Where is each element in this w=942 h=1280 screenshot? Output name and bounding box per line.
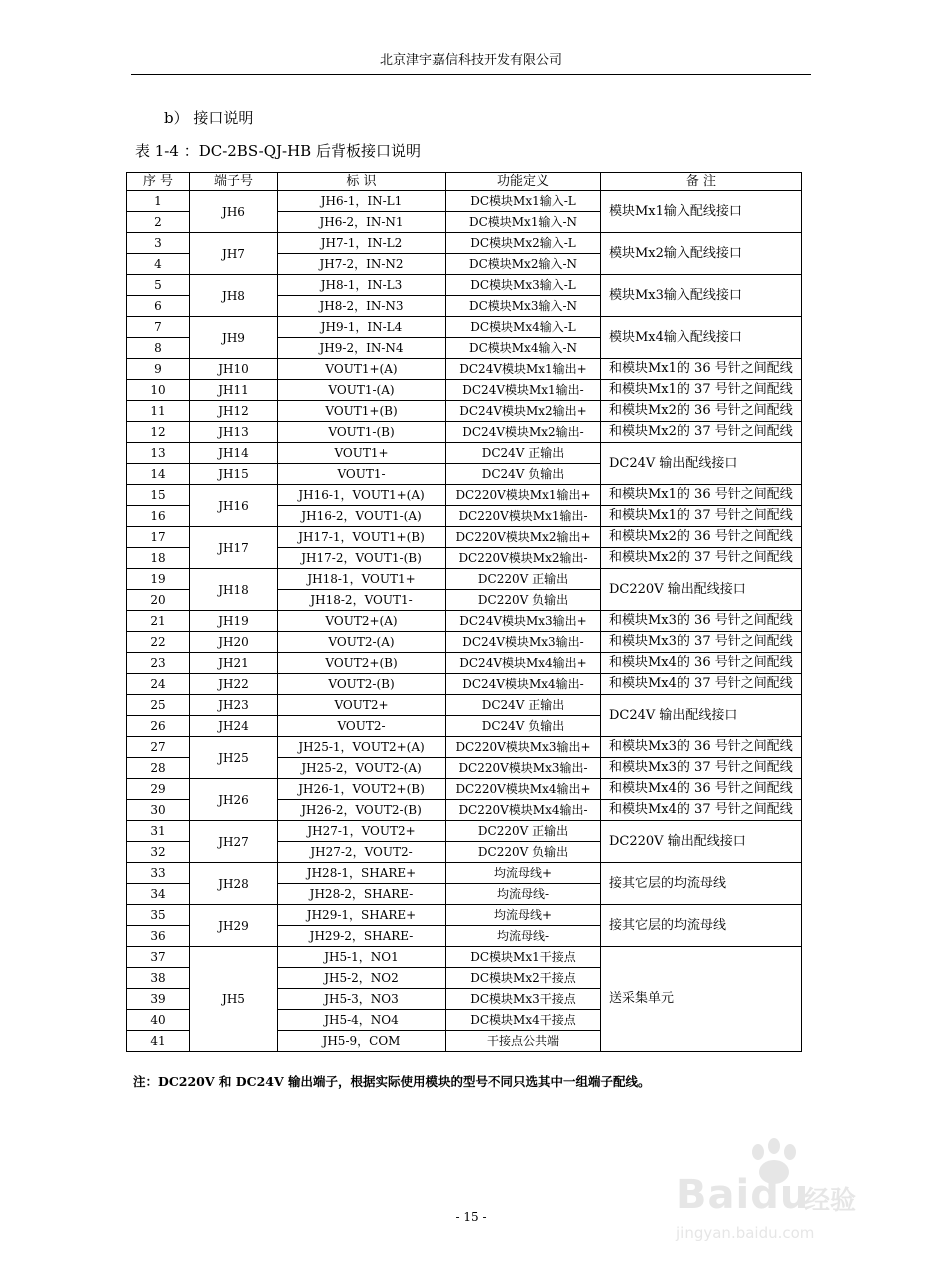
terminal-cell: JH29 (190, 905, 278, 947)
function-cell: DC模块Mx4输入-N (446, 338, 601, 359)
table-header-row (127, 173, 802, 191)
table-row (127, 485, 802, 506)
note-cell: 和模块Mx2的 37 号针之间配线 (601, 422, 802, 443)
terminal-cell: JH14 (190, 443, 278, 464)
table-row (127, 947, 802, 968)
page-header: 北京津宇嘉信科技开发有限公司 (131, 50, 811, 75)
table-row (127, 401, 802, 422)
function-cell: DC模块Mx3输入-N (446, 296, 601, 317)
row-number-cell: 24 (127, 674, 190, 695)
terminal-cell: JH19 (190, 611, 278, 632)
identifier-cell: VOUT2+(A) (278, 611, 446, 632)
terminal-cell: JH11 (190, 380, 278, 401)
identifier-cell: JH18-2，VOUT1- (278, 590, 446, 611)
identifier-cell: JH6-2，IN-N1 (278, 212, 446, 233)
row-number-cell: 13 (127, 443, 190, 464)
function-cell: DC24V模块Mx2输出+ (446, 401, 601, 422)
footnote: 注：DC220V 和 DC24V 输出端子，根据实际使用模块的型号不同只选其中一组端子配线。 (133, 1074, 651, 1089)
table-row (127, 317, 802, 338)
function-cell: DC220V模块Mx2输出+ (446, 527, 601, 548)
function-cell: DC220V模块Mx4输出- (446, 800, 601, 821)
row-number-cell: 9 (127, 359, 190, 380)
identifier-cell: JH5-4，NO4 (278, 1010, 446, 1031)
note-cell: 和模块Mx3的 37 号针之间配线 (601, 758, 802, 779)
identifier-cell: VOUT1-(B) (278, 422, 446, 443)
identifier-cell: VOUT1+(A) (278, 359, 446, 380)
terminal-cell: JH22 (190, 674, 278, 695)
col-header-note: 备 注 (601, 173, 802, 191)
row-number-cell: 40 (127, 1010, 190, 1031)
row-number-cell: 20 (127, 590, 190, 611)
table-row (127, 653, 802, 674)
terminal-cell: JH28 (190, 863, 278, 905)
terminal-cell: JH5 (190, 947, 278, 1052)
table-row (127, 674, 802, 695)
terminal-cell: JH18 (190, 569, 278, 611)
note-cell: DC24V 输出配线接口 (601, 443, 802, 485)
row-number-cell: 8 (127, 338, 190, 359)
table-row (127, 737, 802, 758)
terminal-cell: JH6 (190, 191, 278, 233)
identifier-cell: JH5-2，NO2 (278, 968, 446, 989)
terminal-cell: JH23 (190, 695, 278, 716)
function-cell: DC220V模块Mx3输出+ (446, 737, 601, 758)
table-row (127, 233, 802, 254)
function-cell: DC模块Mx2干接点 (446, 968, 601, 989)
note-cell: 和模块Mx1的 37 号针之间配线 (601, 380, 802, 401)
interface-table (126, 172, 802, 1052)
function-cell: DC220V模块Mx1输出- (446, 506, 601, 527)
function-cell: DC24V模块Mx4输出+ (446, 653, 601, 674)
table-row (127, 359, 802, 380)
terminal-cell: JH13 (190, 422, 278, 443)
row-number-cell: 14 (127, 464, 190, 485)
row-number-cell: 19 (127, 569, 190, 590)
function-cell: DC24V模块Mx1输出+ (446, 359, 601, 380)
note-cell: DC220V 输出配线接口 (601, 569, 802, 611)
row-number-cell: 18 (127, 548, 190, 569)
col-header-terminal: 端子号 (190, 173, 278, 191)
function-cell: 均流母线- (446, 884, 601, 905)
terminal-cell: JH9 (190, 317, 278, 359)
watermark (672, 1138, 887, 1246)
identifier-cell: JH5-1，NO1 (278, 947, 446, 968)
row-number-cell: 31 (127, 821, 190, 842)
identifier-cell: JH8-1，IN-L3 (278, 275, 446, 296)
table-body (127, 191, 802, 1052)
terminal-cell: JH21 (190, 653, 278, 674)
function-cell: DC220V模块Mx1输出+ (446, 485, 601, 506)
row-number-cell: 1 (127, 191, 190, 212)
note-cell: 模块Mx1输入配线接口 (601, 191, 802, 233)
terminal-cell: JH10 (190, 359, 278, 380)
note-cell: 模块Mx3输入配线接口 (601, 275, 802, 317)
note-cell: DC24V 输出配线接口 (601, 695, 802, 737)
identifier-cell: JH7-1，IN-L2 (278, 233, 446, 254)
row-number-cell: 41 (127, 1031, 190, 1052)
watermark-brand: Baidu (676, 1172, 810, 1218)
function-cell: DC模块Mx3输入-L (446, 275, 601, 296)
section-title: b） 接口说明 (164, 109, 254, 127)
identifier-cell: VOUT1+(B) (278, 401, 446, 422)
function-cell: DC模块Mx1输入-N (446, 212, 601, 233)
function-cell: DC220V 正输出 (446, 569, 601, 590)
row-number-cell: 33 (127, 863, 190, 884)
note-cell: 和模块Mx1的 36 号针之间配线 (601, 359, 802, 380)
row-number-cell: 30 (127, 800, 190, 821)
identifier-cell: JH7-2，IN-N2 (278, 254, 446, 275)
note-cell: DC220V 输出配线接口 (601, 821, 802, 863)
function-cell: DC220V 负输出 (446, 590, 601, 611)
identifier-cell: JH27-1，VOUT2+ (278, 821, 446, 842)
function-cell: DC模块Mx4干接点 (446, 1010, 601, 1031)
note-cell: 模块Mx2输入配线接口 (601, 233, 802, 275)
identifier-cell: JH25-1，VOUT2+(A) (278, 737, 446, 758)
row-number-cell: 17 (127, 527, 190, 548)
row-number-cell: 5 (127, 275, 190, 296)
note-cell: 送采集单元 (601, 947, 802, 1052)
note-cell: 和模块Mx3的 36 号针之间配线 (601, 737, 802, 758)
table-row (127, 380, 802, 401)
table-row (127, 422, 802, 443)
row-number-cell: 4 (127, 254, 190, 275)
row-number-cell: 11 (127, 401, 190, 422)
watermark-cn: 经验 (804, 1186, 857, 1216)
note-cell: 和模块Mx4的 37 号针之间配线 (601, 800, 802, 821)
identifier-cell: JH17-2，VOUT1-(B) (278, 548, 446, 569)
identifier-cell: JH16-1，VOUT1+(A) (278, 485, 446, 506)
table-row (127, 905, 802, 926)
row-number-cell: 15 (127, 485, 190, 506)
identifier-cell: JH17-1，VOUT1+(B) (278, 527, 446, 548)
terminal-cell: JH12 (190, 401, 278, 422)
note-cell: 接其它层的均流母线 (601, 863, 802, 905)
identifier-cell: JH28-2，SHARE- (278, 884, 446, 905)
identifier-cell: VOUT1- (278, 464, 446, 485)
table-row (127, 632, 802, 653)
row-number-cell: 26 (127, 716, 190, 737)
identifier-cell: VOUT2- (278, 716, 446, 737)
function-cell: DC模块Mx3干接点 (446, 989, 601, 1010)
row-number-cell: 27 (127, 737, 190, 758)
identifier-cell: JH9-2，IN-N4 (278, 338, 446, 359)
row-number-cell: 3 (127, 233, 190, 254)
function-cell: 均流母线+ (446, 863, 601, 884)
note-cell: 和模块Mx2的 37 号针之间配线 (601, 548, 802, 569)
table-row (127, 611, 802, 632)
identifier-cell: JH5-9，COM (278, 1031, 446, 1052)
row-number-cell: 22 (127, 632, 190, 653)
table-row (127, 443, 802, 464)
terminal-cell: JH8 (190, 275, 278, 317)
function-cell: DC220V 正输出 (446, 821, 601, 842)
table-row (127, 863, 802, 884)
function-cell: DC模块Mx2输入-N (446, 254, 601, 275)
function-cell: DC24V模块Mx3输出- (446, 632, 601, 653)
row-number-cell: 36 (127, 926, 190, 947)
function-cell: DC24V 负输出 (446, 464, 601, 485)
identifier-cell: VOUT1+ (278, 443, 446, 464)
table-row (127, 821, 802, 842)
identifier-cell: VOUT2+(B) (278, 653, 446, 674)
row-number-cell: 34 (127, 884, 190, 905)
watermark-url: jingyan.baidu.com (676, 1224, 815, 1242)
col-header-id: 标 识 (278, 173, 446, 191)
function-cell: 均流母线- (446, 926, 601, 947)
function-cell: DC24V模块Mx1输出- (446, 380, 601, 401)
row-number-cell: 38 (127, 968, 190, 989)
function-cell: DC模块Mx2输入-L (446, 233, 601, 254)
table-row (127, 695, 802, 716)
function-cell: DC24V 负输出 (446, 716, 601, 737)
function-cell: 干接点公共端 (446, 1031, 601, 1052)
table-row (127, 569, 802, 590)
note-cell: 和模块Mx1的 37 号针之间配线 (601, 506, 802, 527)
function-cell: DC模块Mx1输入-L (446, 191, 601, 212)
function-cell: DC模块Mx4输入-L (446, 317, 601, 338)
identifier-cell: JH9-1，IN-L4 (278, 317, 446, 338)
identifier-cell: JH26-1，VOUT2+(B) (278, 779, 446, 800)
identifier-cell: JH18-1，VOUT1+ (278, 569, 446, 590)
terminal-cell: JH25 (190, 737, 278, 779)
row-number-cell: 10 (127, 380, 190, 401)
row-number-cell: 29 (127, 779, 190, 800)
function-cell: DC24V 正输出 (446, 695, 601, 716)
row-number-cell: 37 (127, 947, 190, 968)
identifier-cell: JH16-2，VOUT1-(A) (278, 506, 446, 527)
note-cell: 模块Mx4输入配线接口 (601, 317, 802, 359)
function-cell: DC模块Mx1干接点 (446, 947, 601, 968)
col-header-function: 功能定义 (446, 173, 601, 191)
identifier-cell: JH28-1，SHARE+ (278, 863, 446, 884)
identifier-cell: JH27-2，VOUT2- (278, 842, 446, 863)
row-number-cell: 28 (127, 758, 190, 779)
terminal-cell: JH27 (190, 821, 278, 863)
row-number-cell: 32 (127, 842, 190, 863)
row-number-cell: 2 (127, 212, 190, 233)
row-number-cell: 25 (127, 695, 190, 716)
table-row (127, 779, 802, 800)
row-number-cell: 7 (127, 317, 190, 338)
identifier-cell: JH5-3，NO3 (278, 989, 446, 1010)
note-cell: 接其它层的均流母线 (601, 905, 802, 947)
function-cell: DC220V模块Mx4输出+ (446, 779, 601, 800)
identifier-cell: VOUT2-(A) (278, 632, 446, 653)
row-number-cell: 6 (127, 296, 190, 317)
function-cell: DC24V模块Mx4输出- (446, 674, 601, 695)
row-number-cell: 35 (127, 905, 190, 926)
function-cell: DC24V模块Mx2输出- (446, 422, 601, 443)
identifier-cell: JH25-2，VOUT2-(A) (278, 758, 446, 779)
function-cell: 均流母线+ (446, 905, 601, 926)
terminal-cell: JH20 (190, 632, 278, 653)
function-cell: DC24V模块Mx3输出+ (446, 611, 601, 632)
function-cell: DC220V模块Mx3输出- (446, 758, 601, 779)
note-cell: 和模块Mx4的 36 号针之间配线 (601, 653, 802, 674)
identifier-cell: JH8-2，IN-N3 (278, 296, 446, 317)
note-cell: 和模块Mx3的 37 号针之间配线 (601, 632, 802, 653)
identifier-cell: VOUT1-(A) (278, 380, 446, 401)
row-number-cell: 16 (127, 506, 190, 527)
note-cell: 和模块Mx2的 36 号针之间配线 (601, 401, 802, 422)
col-header-no: 序 号 (127, 173, 190, 191)
table-row (127, 191, 802, 212)
terminal-cell: JH15 (190, 464, 278, 485)
identifier-cell: VOUT2+ (278, 695, 446, 716)
row-number-cell: 12 (127, 422, 190, 443)
identifier-cell: JH26-2，VOUT2-(B) (278, 800, 446, 821)
table-row (127, 275, 802, 296)
terminal-cell: JH24 (190, 716, 278, 737)
note-cell: 和模块Mx4的 36 号针之间配线 (601, 779, 802, 800)
note-cell: 和模块Mx4的 37 号针之间配线 (601, 674, 802, 695)
table-row (127, 527, 802, 548)
function-cell: DC220V 负输出 (446, 842, 601, 863)
note-cell: 和模块Mx3的 36 号针之间配线 (601, 611, 802, 632)
terminal-cell: JH17 (190, 527, 278, 569)
identifier-cell: JH29-1，SHARE+ (278, 905, 446, 926)
row-number-cell: 21 (127, 611, 190, 632)
identifier-cell: VOUT2-(B) (278, 674, 446, 695)
row-number-cell: 39 (127, 989, 190, 1010)
function-cell: DC220V模块Mx2输出- (446, 548, 601, 569)
terminal-cell: JH7 (190, 233, 278, 275)
function-cell: DC24V 正输出 (446, 443, 601, 464)
terminal-cell: JH26 (190, 779, 278, 821)
terminal-cell: JH16 (190, 485, 278, 527)
note-cell: 和模块Mx1的 36 号针之间配线 (601, 485, 802, 506)
identifier-cell: JH29-2，SHARE- (278, 926, 446, 947)
row-number-cell: 23 (127, 653, 190, 674)
table-caption: 表 1-4 ：DC-2BS-QJ-HB 后背板接口说明 (135, 142, 421, 160)
note-cell: 和模块Mx2的 36 号针之间配线 (601, 527, 802, 548)
page-number: - 15 - (455, 1210, 487, 1224)
identifier-cell: JH6-1，IN-L1 (278, 191, 446, 212)
